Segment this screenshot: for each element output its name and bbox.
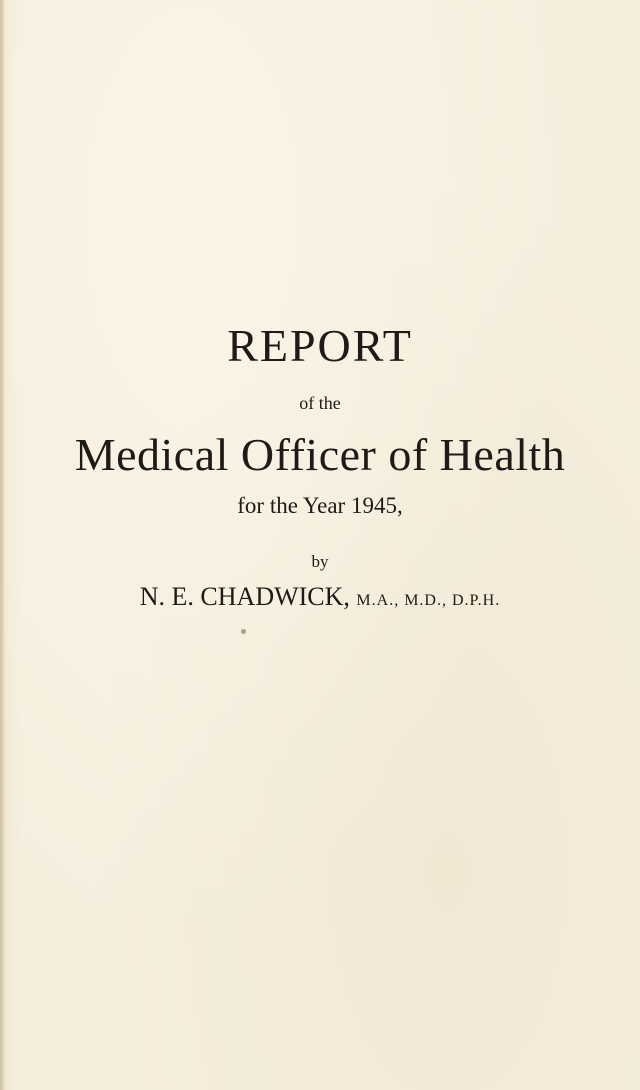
author-line — [0, 580, 640, 618]
author-name: N. E. CHADWICK, — [139, 582, 350, 611]
report-heading: REPORT — [227, 320, 413, 371]
by-text: by — [311, 552, 329, 571]
office-title: Medical Officer of Health — [74, 429, 566, 480]
of-the-text: of the — [299, 393, 341, 413]
year-line: for the Year 1945, — [237, 493, 403, 518]
ink-speck — [241, 629, 246, 634]
author-degrees: M.A., M.D., D.P.H. — [356, 592, 501, 609]
